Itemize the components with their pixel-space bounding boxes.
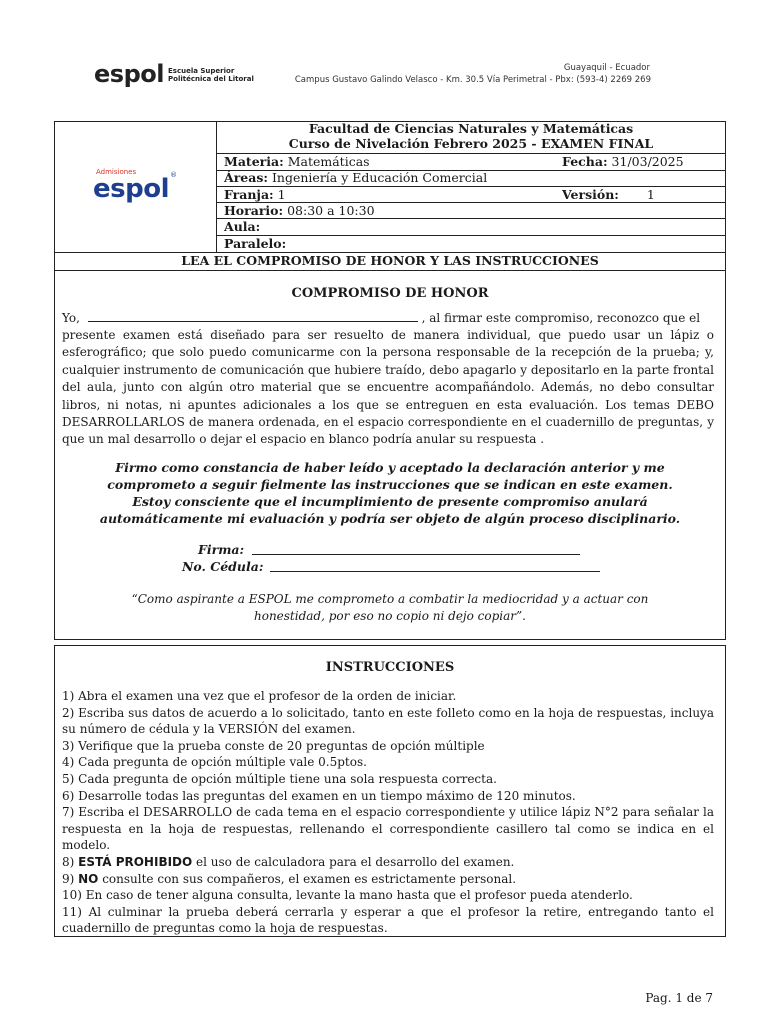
- instruction-item: 3) Verifique que la prueba conste de 20 preguntas de opción múltiple: [62, 738, 485, 753]
- honor-intro-line: Yo, , al firmar este compromiso, reconozco que el: [62, 311, 701, 325]
- paralelo-label: Paralelo:: [224, 236, 287, 251]
- version-value: 1: [646, 187, 655, 202]
- materia-row: Materia: Matemáticas: [224, 154, 370, 169]
- instruction-item: 1) Abra el examen una vez que el profesor de la orden de iniciar.: [62, 689, 457, 703]
- instruction-item: 2) Escriba sus datos de acuerdo a lo solicitado, tanto en este folleto como en la hoja de respuestas, incluya su número de cédula y la VERSIÓN del examen.: [62, 705, 714, 737]
- pledge-line-4: automáticamente mi evaluación y podría ser objeto de algún proceso disciplinario.: [99, 511, 681, 526]
- page-number: Pag. 1 de 7: [645, 991, 713, 1005]
- horario-value: 08:30 a 10:30: [287, 203, 375, 218]
- firma-label: Firma:: [198, 542, 245, 557]
- materia-value: Matemáticas: [287, 154, 370, 169]
- cedula-label: No. Cédula:: [182, 559, 264, 574]
- horario-row: Horario: 08:30 a 10:30: [224, 203, 375, 218]
- firma-signature-line[interactable]: [252, 554, 580, 555]
- header-city: Guayaquil - Ecuador: [563, 63, 650, 73]
- honor-body-text: presente examen está diseñado para ser resuelto de manera individual, que puedo usar un lápiz o esferográfico; que solo puedo comunicarme con la persona responsable de la recepción de la prueba; y, cualquier instrumento de comunicación que hubiere traído, debo apagarlo y depositarlo en la parte frontal del aula, junto con algún otro material que se encuentre acompañándolo. Además, no debo consultar libros, ni notas, ni apuntes adicionales a los que se entreguen en esta evaluación. Los temas DEBO DESARROLLARLOS de manera ordenada, en el espacio correspondiente en el cuadernillo de preguntas, y que un mal desarrollo o dejar el espacio en blanco podría anular su respuesta .: [62, 328, 714, 447]
- pledge-line-1: Firmo como constancia de haber leído y aceptado la declaración anterior y me: [115, 460, 665, 475]
- instructions-list: [62, 688, 714, 937]
- instructions-banner: LEA EL COMPROMISO DE HONOR Y LAS INSTRUCCIONES: [181, 253, 599, 268]
- espol-logo-blue: espol: [93, 174, 169, 204]
- instructions-title: INSTRUCCIONES: [325, 660, 455, 675]
- admisiones-espol-logo: [93, 168, 183, 208]
- espol-logo-sub-1: Escuela Superior: [168, 67, 235, 75]
- instruction-item: 7) Escriba el DESARROLLO de cada tema en el espacio correspondiente y utilice lápiz N°2 para señalar la respuesta en la hoja de respuestas, rellenando el correspondiente casillero tal como se indica en el modelo.: [62, 805, 714, 853]
- instruction-item: 11) Al culminar la prueba deberá cerrarla y esperar a que el profesor la retire, entregando tanto el cuadernillo de preguntas como la hoja de respuestas.: [62, 904, 714, 936]
- pledge-line-2: comprometo a seguir fielmente las instrucciones que se indican en este examen.: [107, 477, 673, 492]
- fecha-value: 31/03/2025: [611, 154, 684, 169]
- franja-row: Franja: 1: [224, 187, 286, 202]
- registered-mark: ®: [170, 171, 177, 179]
- fecha-row: Fecha: 31/03/2025: [562, 154, 684, 169]
- areas-row: Áreas: Ingeniería y Educación Comercial: [224, 170, 488, 185]
- honor-title: COMPROMISO DE HONOR: [291, 286, 489, 301]
- version-row: Versión: 1: [562, 187, 655, 202]
- admisiones-label: Admisiones: [96, 168, 137, 176]
- aula-label: Aula:: [224, 219, 261, 234]
- instruction-item: 10) En caso de tener alguna consulta, levante la mano hasta que el profesor pueda atenderlo.: [62, 888, 633, 903]
- espol-logo-sub-2: Politécnica del Litoral: [168, 75, 254, 83]
- honor-quote-line-2: honestidad, por eso no copio ni dejo copiar”.: [253, 609, 526, 623]
- course-title: Curso de Nivelación Febrero 2025 - EXAMEN FINAL: [288, 136, 654, 151]
- instruction-item: 6) Desarrolle todas las preguntas del examen en un tiempo máximo de 120 minutos.: [62, 788, 576, 803]
- header-campus: Campus Gustavo Galindo Velasco - Km. 30.5 Vía Perimetral - Pbx: (593-4) 2269 269: [294, 75, 651, 85]
- espol-header-logo: [94, 60, 254, 92]
- areas-value: Ingeniería y Educación Comercial: [271, 170, 488, 185]
- instruction-item: 9) NO consulte con sus compañeros, el examen es estrictamente personal.: [62, 871, 517, 886]
- instruction-item: 4) Cada pregunta de opción múltiple vale 0.5ptos.: [62, 755, 367, 770]
- instruction-item: 8) ESTÁ PROHIBIDO el uso de calculadora para el desarrollo del examen.: [62, 854, 515, 869]
- pledge-line-3: Estoy consciente que el incumplimiento de presente compromiso anulará: [132, 494, 648, 509]
- name-blank-line: [88, 311, 418, 322]
- espol-logo-word: espol: [94, 60, 164, 88]
- honor-quote-line-1: “Como aspirante a ESPOL me comprometo a combatir la mediocridad y a actuar con: [131, 592, 649, 606]
- cedula-blank-line[interactable]: [270, 571, 600, 572]
- franja-value: 1: [277, 187, 286, 202]
- instruction-item: 5) Cada pregunta de opción múltiple tiene una sola respuesta correcta.: [62, 771, 497, 786]
- faculty-name: Facultad de Ciencias Naturales y Matemáticas: [308, 121, 634, 136]
